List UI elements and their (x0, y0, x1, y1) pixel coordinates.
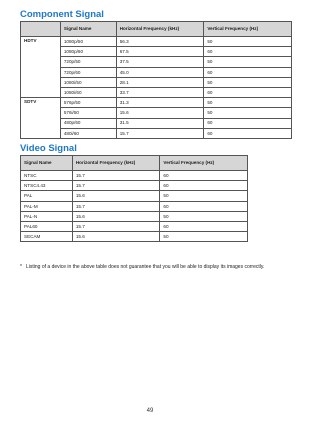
cell-vfreq: 50 (204, 37, 292, 47)
footnote (20, 264, 288, 271)
cell-signal: 1080i/50 (60, 77, 116, 87)
table-row (21, 128, 292, 138)
cell-vfreq: 60 (160, 171, 248, 181)
cell-hfreq: 15.6 (72, 232, 160, 242)
cell-vfreq: 60 (204, 128, 292, 138)
cell-signal: 480i/60 (60, 128, 116, 138)
table-row (21, 171, 248, 181)
cell-hfreq: 15.6 (72, 211, 160, 221)
cell-vfreq: 50 (204, 57, 292, 67)
cell-signal: 1080p/60 (60, 47, 116, 57)
cell-hfreq: 56.3 (116, 37, 204, 47)
cell-vfreq: 60 (204, 87, 292, 97)
table-row (21, 47, 292, 57)
cell-signal: 576i/50 (60, 108, 116, 118)
cell-signal: PAL-M (21, 201, 73, 211)
table-header-row (21, 156, 248, 171)
cell-hfreq: 15.6 (72, 191, 160, 201)
cell-hfreq: 33.7 (116, 87, 204, 97)
header-horizontal-frequency: Horizontal Frequency (kHz) (116, 22, 204, 37)
group-label-hdtv: HDTV (21, 37, 61, 98)
cell-hfreq: 15.7 (72, 221, 160, 231)
table-row (21, 201, 248, 211)
cell-hfreq: 15.7 (72, 201, 160, 211)
cell-hfreq: 37.5 (116, 57, 204, 67)
table-row (21, 67, 292, 77)
table-row (21, 57, 292, 67)
cell-vfreq: 60 (160, 201, 248, 211)
table-row (21, 221, 248, 231)
table-row (21, 211, 248, 221)
table-row (21, 191, 248, 201)
table-row (21, 98, 292, 108)
table-row (21, 37, 292, 47)
video-signal-title: Video Signal (20, 143, 77, 154)
table-row (21, 232, 248, 242)
header-group (21, 22, 61, 37)
video-signal-table (20, 155, 248, 242)
header-horizontal-frequency: Horizontal Frequency (kHz) (72, 156, 160, 171)
component-signal-title: Component Signal (20, 9, 104, 20)
cell-hfreq: 31.3 (116, 98, 204, 108)
cell-vfreq: 50 (204, 108, 292, 118)
cell-hfreq: 15.7 (72, 181, 160, 191)
cell-hfreq: 67.5 (116, 47, 204, 57)
cell-vfreq: 50 (160, 211, 248, 221)
cell-signal: 1080p/50 (60, 37, 116, 47)
cell-hfreq: 15.7 (72, 171, 160, 181)
cell-signal: PAL (21, 191, 73, 201)
header-signal-name: Signal Name (60, 22, 116, 37)
cell-hfreq: 45.0 (116, 67, 204, 77)
cell-signal: PAL-N (21, 211, 73, 221)
group-label-sdtv: SDTV (21, 98, 61, 139)
table-header-row (21, 22, 292, 37)
cell-signal: 1080i/60 (60, 87, 116, 97)
header-signal-name: Signal Name (21, 156, 73, 171)
page-number: 49 (146, 408, 154, 414)
cell-vfreq: 60 (204, 47, 292, 57)
cell-vfreq: 60 (204, 67, 292, 77)
cell-vfreq: 50 (204, 98, 292, 108)
table-row (21, 87, 292, 97)
cell-hfreq: 15.7 (116, 128, 204, 138)
header-vertical-frequency: Vertical Frequency (Hz) (160, 156, 248, 171)
table-row (21, 118, 292, 128)
cell-signal: 480p/60 (60, 118, 116, 128)
footnote-asterisk: * (20, 264, 22, 270)
cell-hfreq: 28.1 (116, 77, 204, 87)
cell-signal: 720p/50 (60, 57, 116, 67)
footnote-text: Listing of a device in the above table does not guarantee that you will be able to display its images correctly. (26, 264, 265, 270)
cell-vfreq: 60 (160, 221, 248, 231)
table-row (21, 108, 292, 118)
cell-signal: 576p/50 (60, 98, 116, 108)
cell-vfreq: 50 (160, 232, 248, 242)
cell-vfreq: 60 (160, 181, 248, 191)
cell-signal: SECAM (21, 232, 73, 242)
table-row (21, 181, 248, 191)
cell-signal: NTSC (21, 171, 73, 181)
table-row (21, 77, 292, 87)
cell-vfreq: 50 (204, 77, 292, 87)
cell-vfreq: 50 (160, 191, 248, 201)
cell-hfreq: 31.5 (116, 118, 204, 128)
cell-vfreq: 60 (204, 118, 292, 128)
cell-hfreq: 15.6 (116, 108, 204, 118)
cell-signal: PAL60 (21, 221, 73, 231)
component-signal-table (20, 21, 292, 139)
header-vertical-frequency: Vertical Frequency (Hz) (204, 22, 292, 37)
cell-signal: 720p/60 (60, 67, 116, 77)
cell-signal: NTSC4.43 (21, 181, 73, 191)
